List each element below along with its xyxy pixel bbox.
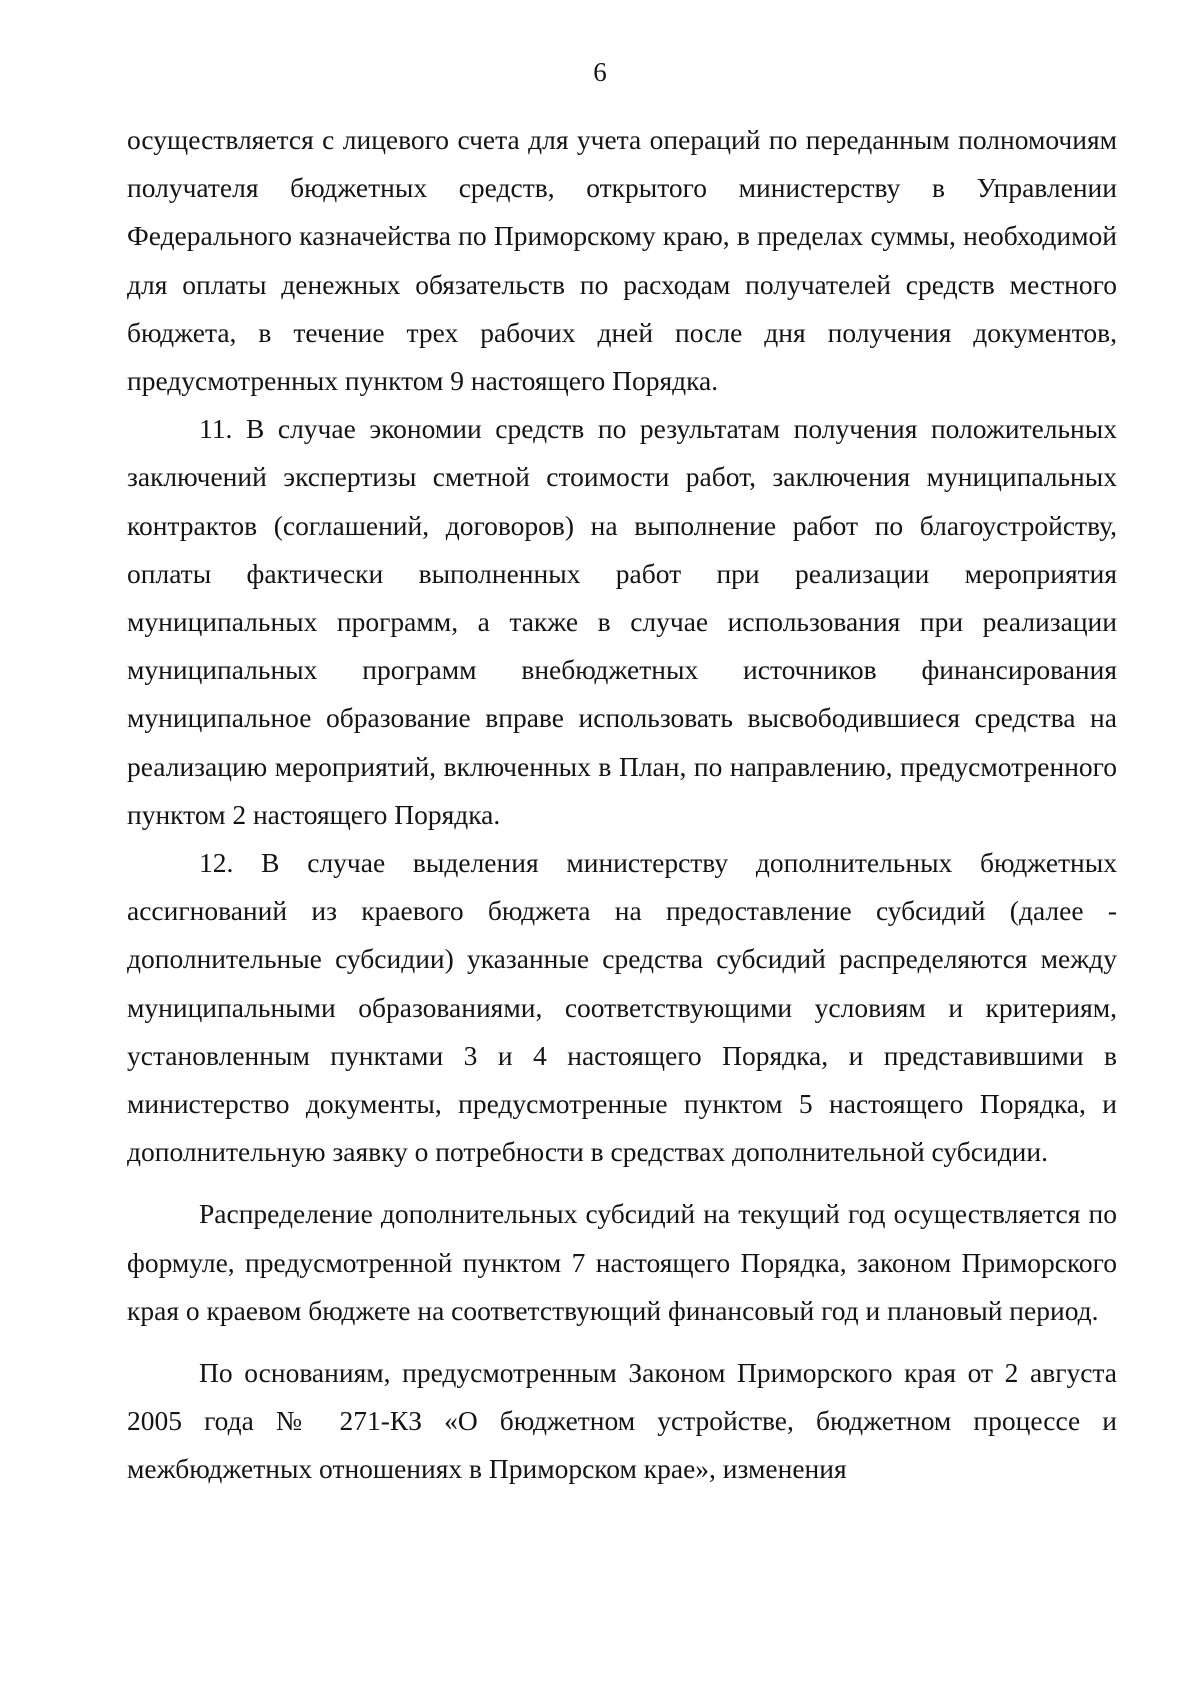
paragraph-distribution: Распределение дополнительных субсидий на текущий год осуществляется по формуле, предусмотренной пунктом 7 настоящего Порядка, законом Приморского края о краевом бюджете на соответствующий финансовый год и плановый период. <box>127 1198 1117 1326</box>
page-number: 6 <box>593 57 607 87</box>
document-body <box>127 116 1117 1494</box>
paragraph-item-11: 11. В случае экономии средств по результатам получения положительных заключений экспертизы сметной стоимости работ, заключения муниципальных контрактов (соглашений, договоров) на выполнение работ по благоустройству, оплаты фактически выполненных работ при реализации мероприятия муниципальных программ, а также в случае использования при реализации муниципальных программ внебюджетных источников финансирования муниципальное образование вправе использовать высвободившиеся средства на реализацию мероприятий, включенных в План, по направлению, предусмотренного пунктом 2 настоящего Порядка. <box>127 413 1117 830</box>
paragraph-continuation: осуществляется с лицевого счета для учета операций по переданным полномочиям получателя бюджетных средств, открытого министерству в Управлении Федерального казначейства по Приморскому краю, в пределах суммы, необходимой для оплаты денежных обязательств по расходам получателей средств местного бюджета, в течение трех рабочих дней после дня получения документов, предусмотренных пунктом 9 настоящего Порядка. <box>127 124 1117 397</box>
paragraph-grounds: По основаниям, предусмотренным Законом Приморского края от 2 августа 2005 года № 271-КЗ «О бюджетном устройстве, бюджетном процессе и межбюджетных отношениях в Приморском крае», изменения <box>127 1357 1117 1485</box>
paragraph-item-12: 12. В случае выделения министерству дополнительных бюджетных ассигнований из краевого бюджета на предоставление субсидий (далее - дополнительные субсидии) указанные средства субсидий распределяются между муниципальными образованиями, соответствующими условиям и критериям, установленным пунктами 3 и 4 настоящего Порядка, и представившими в министерство документы, предусмотренные пунктом 5 настоящего Порядка, и дополнительную заявку о потребности в средствах дополнительной субсидии. <box>127 847 1117 1168</box>
